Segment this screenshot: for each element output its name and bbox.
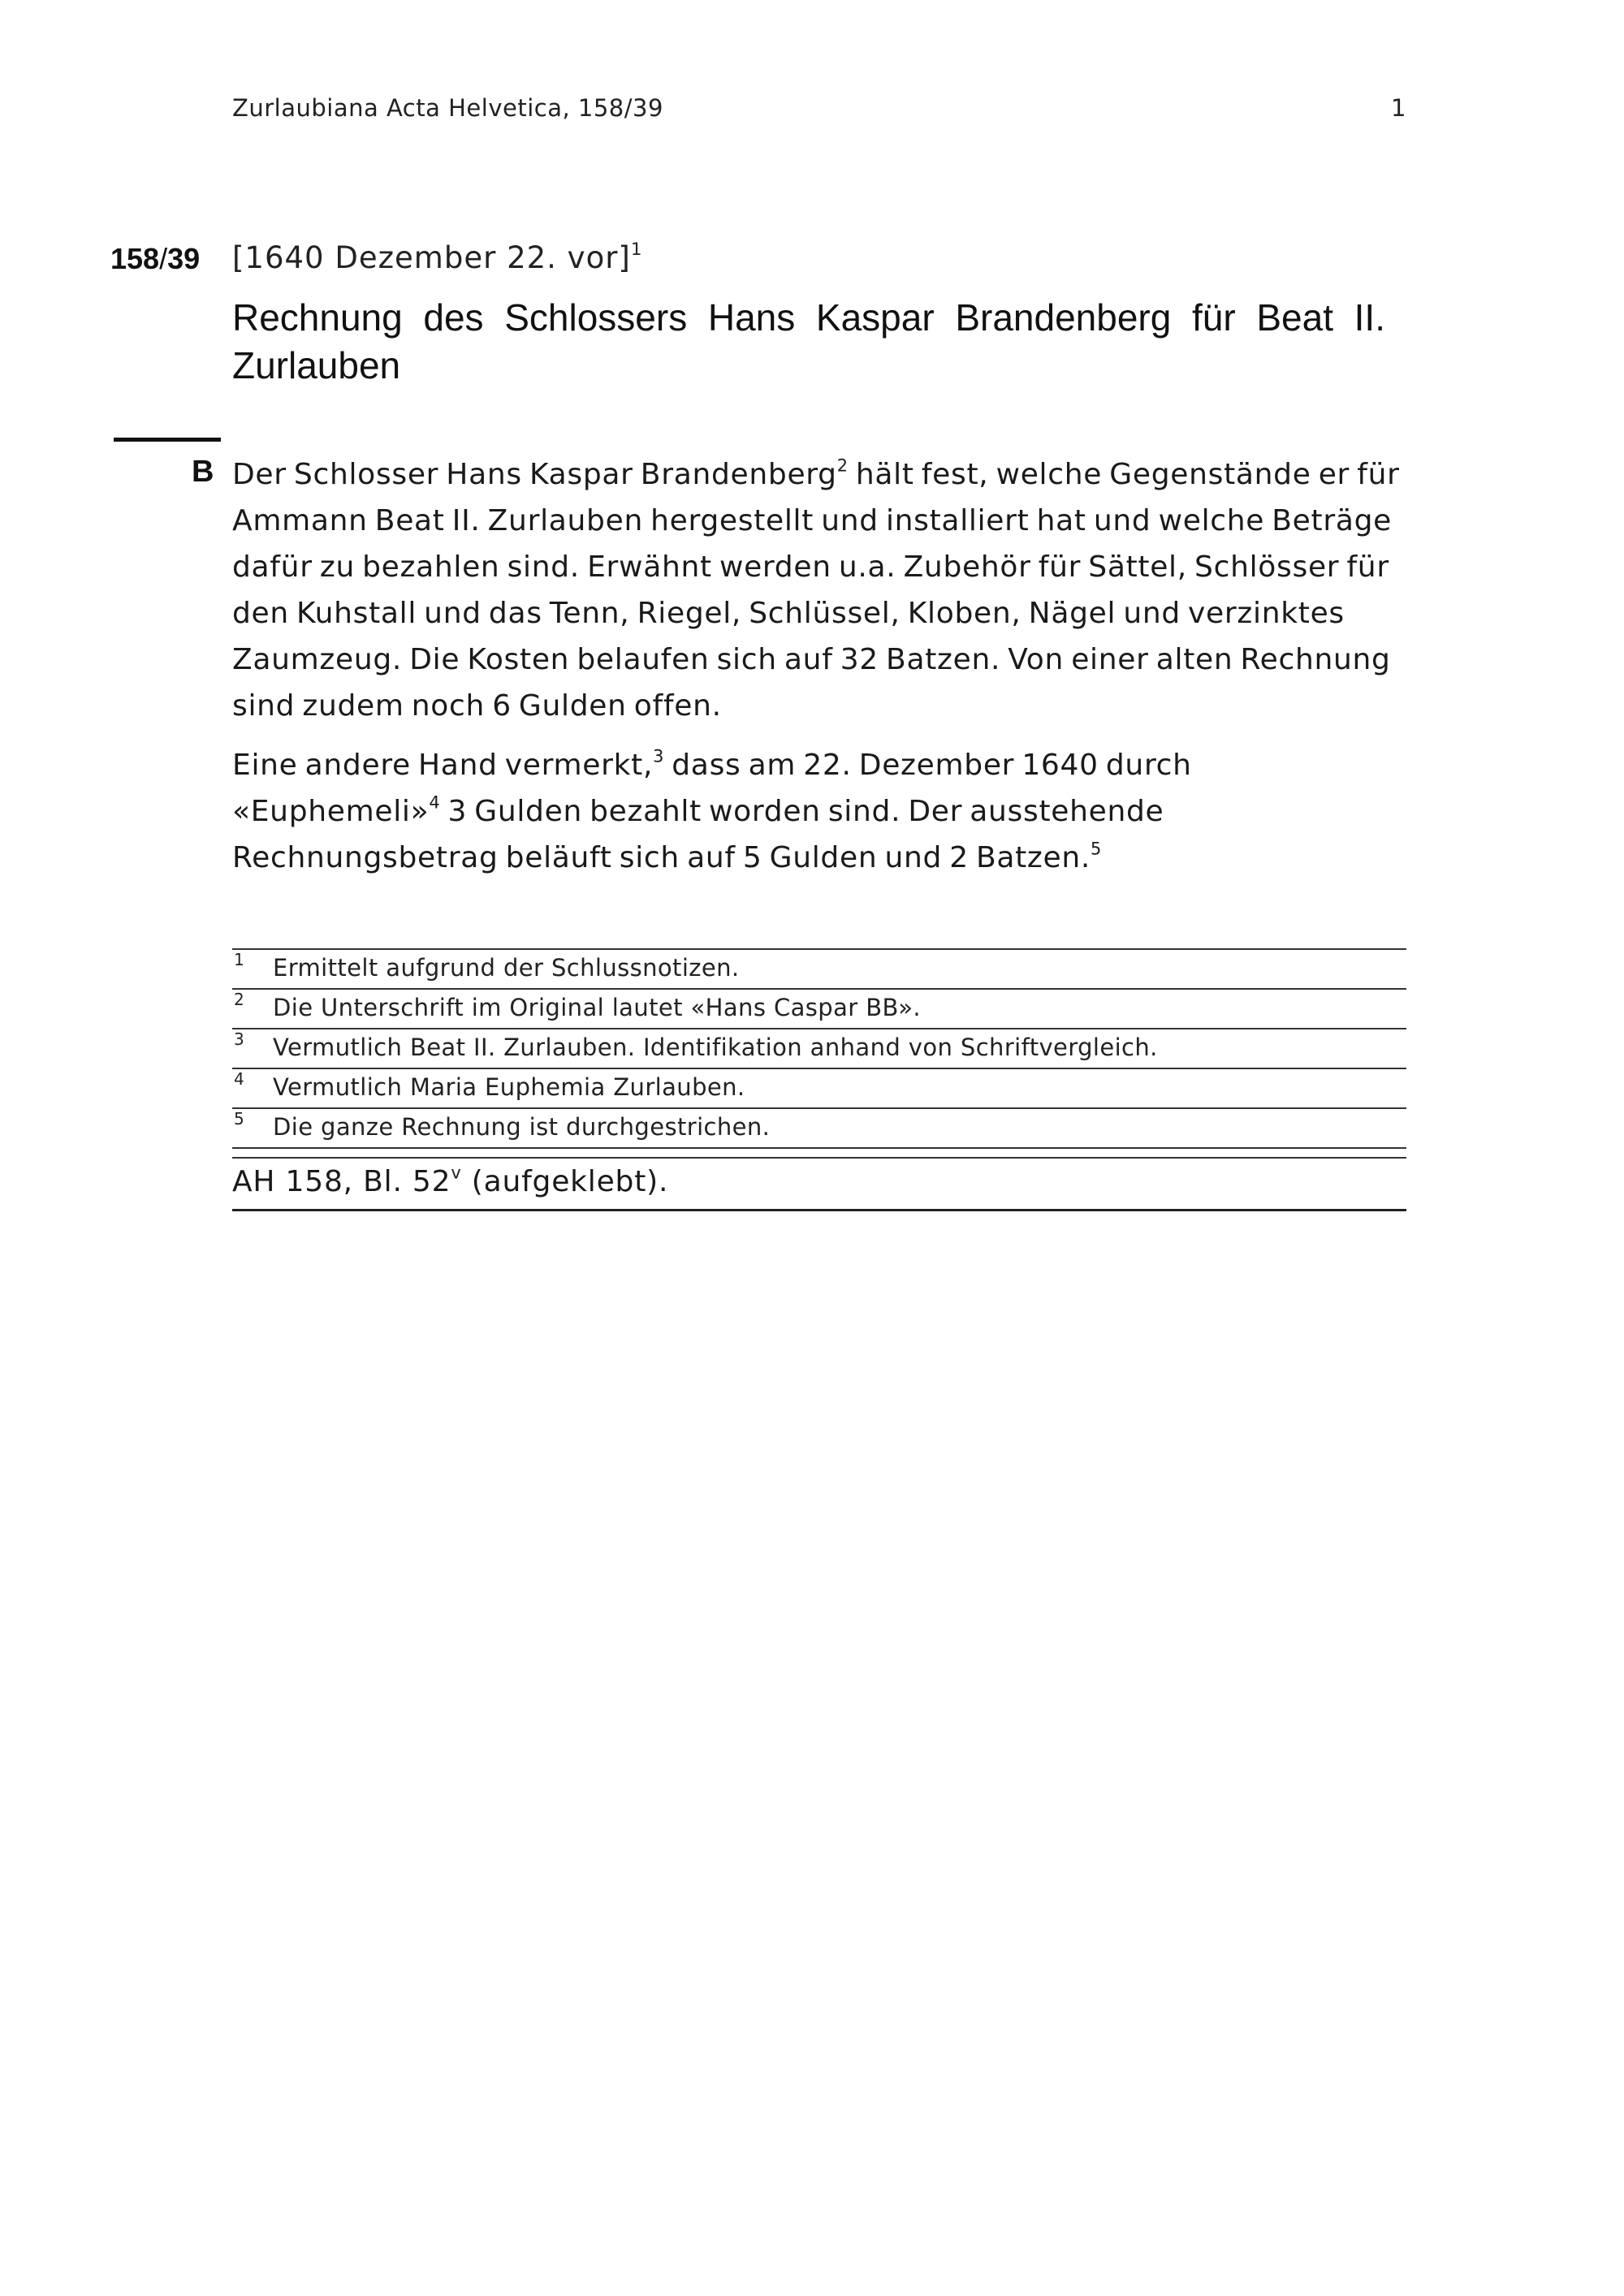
document-date-text: [1640 Dezember 22. vor] [232, 240, 631, 275]
footnote-number: 4 [234, 1069, 245, 1089]
archive-reference-suffix: (aufgeklebt). [461, 1165, 669, 1198]
source-siglum: B [192, 455, 214, 489]
document-title: Rechnung des Schlossers Hans Kaspar Brandenberg für Beat II. Zurlauben [232, 296, 1385, 386]
regest-paragraph-2 [232, 742, 1402, 881]
footnote-ref-5[interactable]: 5 [1091, 839, 1103, 859]
archive-reference [232, 1157, 1406, 1211]
regest-p2-text-c: 3 Gulden bezahlt worden sind. Der ausstehende Rechnungsbetrag beläuft sich auf 5 Gulden und 2 Batzen. [232, 795, 1164, 874]
footnote-text: Ermittelt aufgrund der Schlussnotizen. [273, 954, 740, 982]
regest-p2-text-b: dass am 22. Dezember 1640 durch «Euphemeli» [232, 749, 1192, 828]
regest-p2-text-a: Eine andere Hand vermerkt, [232, 749, 654, 782]
archive-reference-text [232, 1165, 668, 1198]
footnote-1 [232, 950, 1406, 990]
document-number [110, 242, 200, 276]
footnote-4 [232, 1069, 1406, 1109]
regest-p1-text-b: hält fest, welche Gegenstände er für Ammann Beat II. Zurlauben hergestellt und installiert hat und welche Beträge dafür zu bezahlen sind. Erwähnt werden u.a. Zubehör für Sättel, Schlösser für den Kuhstall und das Tenn, Riegel, Schlüssel, Kloben, Nägel und verzinktes Zaumzeug. Die Kosten belaufen sich auf 32 Batzen. Von einer alten Rechnung sind zudem noch 6 Gulden offen. [232, 458, 1400, 723]
footnote-number: 1 [234, 950, 245, 969]
footnote-2 [232, 990, 1406, 1029]
footnote-text: Die Unterschrift im Original lautet «Hans Caspar BB». [273, 994, 922, 1021]
footnote-number: 3 [234, 1029, 245, 1049]
margin-rule [114, 438, 221, 442]
footnote-5 [232, 1109, 1406, 1149]
footnote-ref-1[interactable]: 1 [630, 239, 643, 260]
footnote-ref-2[interactable]: 2 [836, 455, 849, 476]
regest-paragraph-1 [232, 451, 1402, 729]
document-date [232, 240, 643, 275]
footnote-number: 5 [234, 1109, 245, 1129]
archive-reference-prefix: AH 158, Bl. 52 [232, 1165, 451, 1198]
footnote-text: Vermutlich Beat II. Zurlauben. Identifikation anhand von Schriftvergleich. [273, 1034, 1158, 1061]
document-number-separator: / [159, 242, 168, 275]
document-item: 39 [167, 242, 201, 275]
footnote-text: Vermutlich Maria Euphemia Zurlauben. [273, 1073, 745, 1101]
regest-p1-text-a: Der Schlosser Hans Kaspar Brandenberg [232, 458, 837, 491]
footnote-ref-4[interactable]: 4 [429, 792, 441, 813]
footnote-text: Die ganze Rechnung ist durchgestrichen. [273, 1113, 771, 1141]
running-head-title: Zurlaubiana Acta Helvetica, 158/39 [232, 94, 663, 122]
footnotes [232, 948, 1406, 1149]
footnote-3 [232, 1029, 1406, 1069]
page-number: 1 [1391, 94, 1406, 122]
footnote-number: 2 [234, 990, 245, 1009]
regest [232, 451, 1402, 894]
footnote-ref-3[interactable]: 3 [653, 746, 665, 766]
folio-side: v [451, 1163, 462, 1183]
document-volume: 158 [110, 242, 160, 275]
